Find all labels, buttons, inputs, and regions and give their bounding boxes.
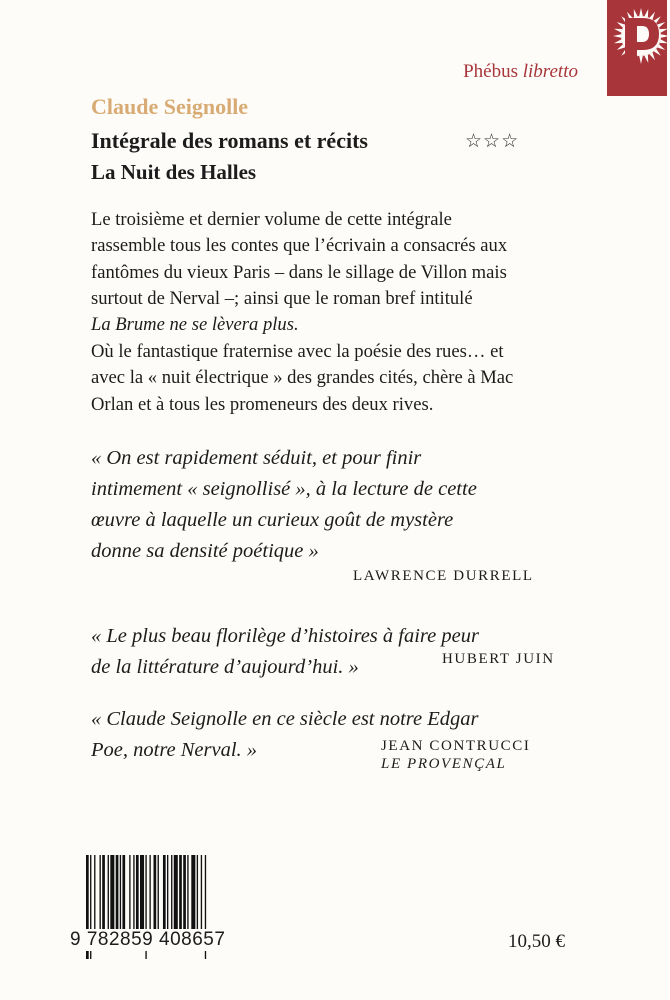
isbn-number: 9 782859 408657 [70,929,226,950]
book-series: Intégrale des romans et récits [91,128,368,153]
quote-3-source: LE PROVENÇAL [381,756,507,772]
text-line: Le troisième et dernier volume de cette intégrale [91,209,452,230]
text-line: Orlan et à tous les promeneurs des deux rives. [91,393,434,415]
book-author: Claude Seignolle [91,94,249,119]
publisher-imprint [463,61,578,83]
quote-3-author: JEAN CONTRUCCI [381,738,531,754]
text-line: Où le fantastique fraternise avec la poésie des rues… et [91,341,504,362]
quote-line: Poe, notre Nerval. » [91,739,258,761]
collection-name: libretto [522,61,578,82]
publisher-name: Phébus [463,61,518,82]
quote-line: « On est rapidement séduit, et pour finir [91,447,422,469]
book-title: La Nuit des Halles [91,160,257,184]
text-line: rassemble tous les contes que l’écrivain a consacrés aux [91,235,508,257]
volume-stars: ☆☆☆ [465,131,520,152]
text-line: surtout de Nerval –; ainsi que le roman bref intitulé [91,287,473,309]
quote-line: donne sa densité poétique » [91,540,319,562]
sunburst-p-logo-icon [607,0,667,96]
text-line: avec la « nuit électrique » des grandes cités, chère à Mac [91,367,514,389]
quote-2 [91,621,479,683]
quote-line: œuvre à laquelle un curieux goût de mystère [91,509,454,531]
description-paragraph-1 [91,207,571,338]
text-line: La Brume ne se lèvera plus. [91,314,299,336]
quote-line: intimement « seignollisé », à la lecture de cette [91,478,477,500]
quote-line: de la littérature d’aujourd’hui. » [91,656,359,678]
text-line: fantômes du vieux Paris – dans le sillage de Villon mais [91,261,507,283]
price: 10,50 € [508,931,565,952]
quote-line: « Claude Seignolle en ce siècle est notre Edgar [91,708,479,730]
publisher-logo [607,0,667,96]
quote-1 [91,443,477,567]
description-paragraph-2 [91,339,571,418]
quote-2-author: HUBERT JUIN [442,651,555,667]
quote-3-attribution [381,738,531,773]
quote-1-author: LAWRENCE DURRELL [353,568,534,584]
quote-line: « Le plus beau florilège d’histoires à faire peur [91,625,479,647]
